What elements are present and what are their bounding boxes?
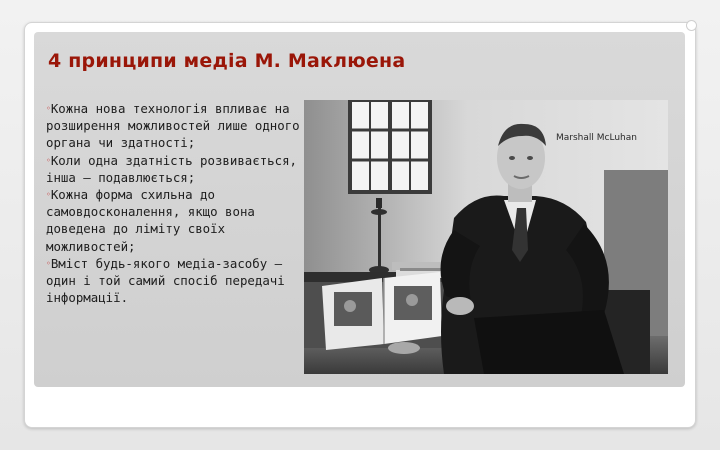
bullet-text: Кожна нова технологія впливає на розширення можливостей лише одного органа чи здатності; [46,101,300,151]
bullet-item [46,152,302,186]
bullet-item [46,255,302,307]
open-book-shape [322,272,442,350]
bullet-mark-icon: ◦ [46,155,51,165]
window-shape [350,100,430,192]
bullet-mark-icon: ◦ [46,258,51,268]
bullet-item [46,186,302,255]
stone-object [388,342,420,354]
bullet-item [46,100,302,152]
bullet-text: Кожна форма схильна до самовдосконалення, якщо вона доведена до ліміту своїх можливостей; [46,187,255,254]
slide-title: 4 принципи медіа М. Маклюена [48,50,406,72]
photo-caption: Marshall McLuhan [556,133,637,143]
bullet-list [46,100,302,306]
photo-illustration [304,100,668,374]
bullet-text: Коли одна здатність розвивається, інша – подавлюється; [46,152,298,185]
bullet-mark-icon: ◦ [46,104,51,113]
mcluhan-photo [304,100,668,374]
bullet-text: Вміст будь-якого медіа-засобу – один і той самий спосіб передачі інформації. [46,255,285,306]
slide-corner-dot [686,20,697,31]
bullet-mark-icon: ◦ [46,190,51,200]
